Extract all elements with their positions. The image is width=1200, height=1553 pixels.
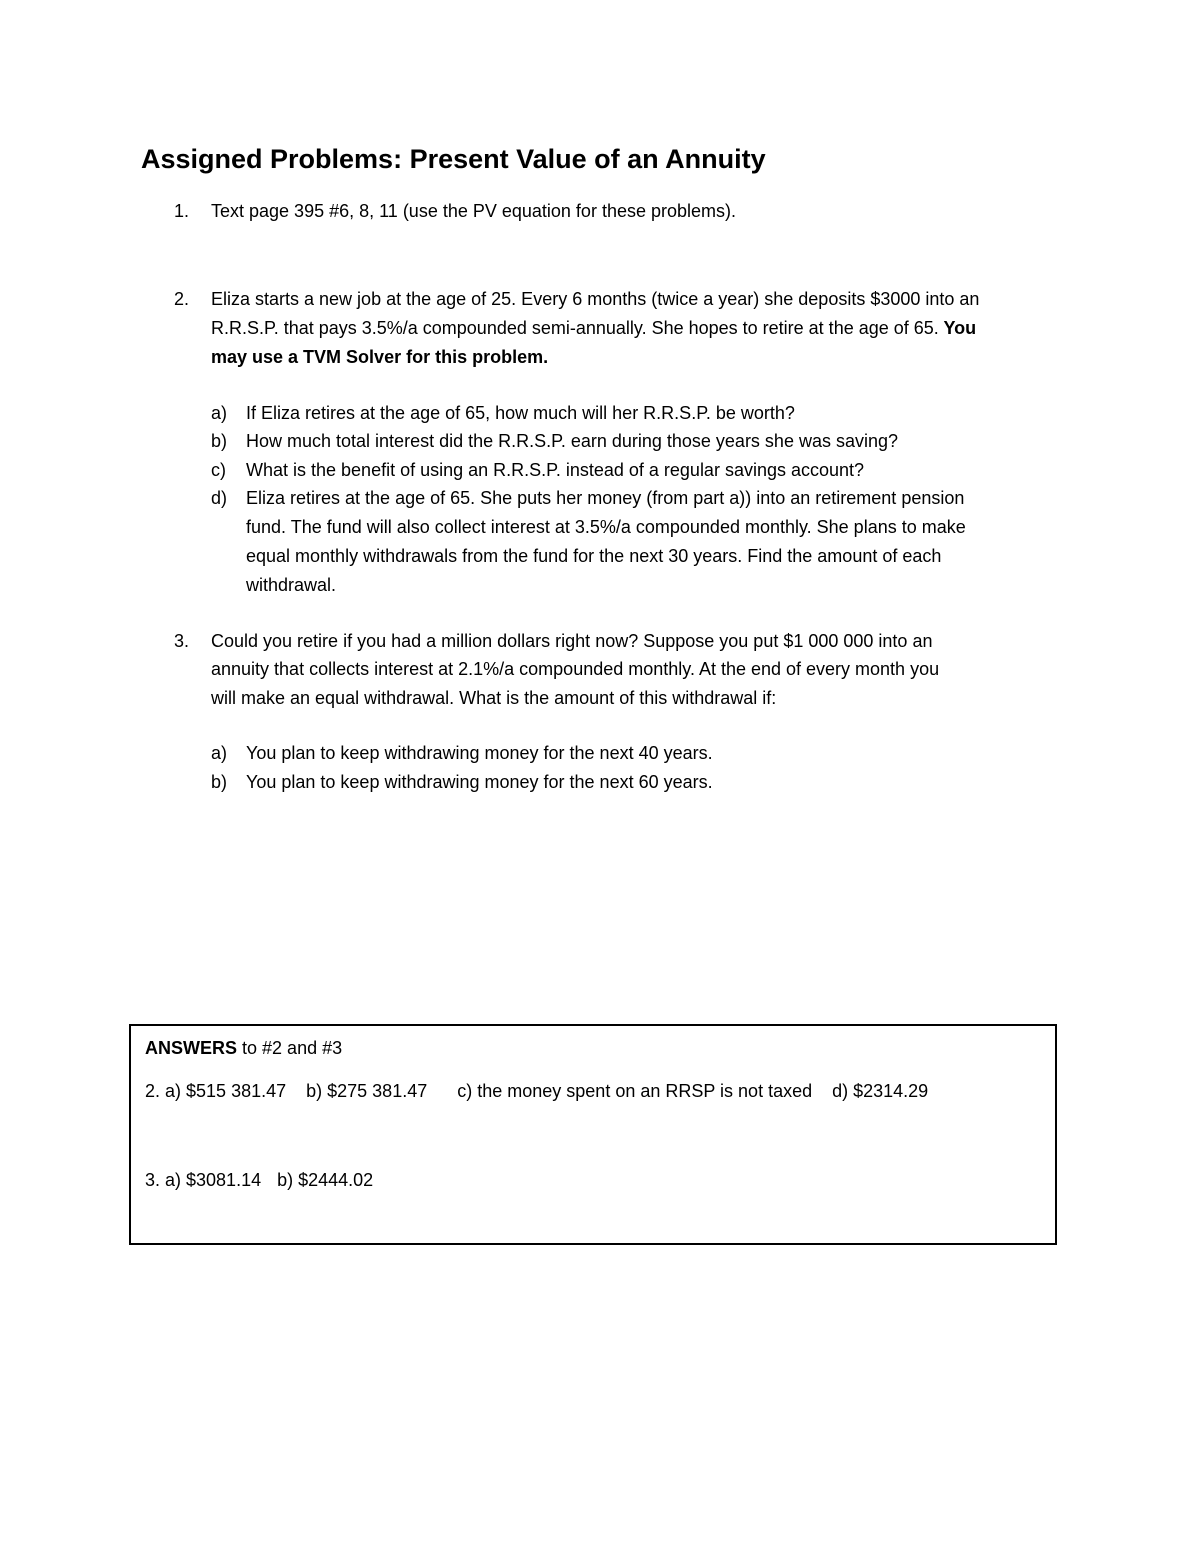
problem-2-number: 2. <box>174 289 190 309</box>
answers-box <box>129 1024 1057 1245</box>
answers-line-3 <box>145 1170 373 1191</box>
problem-2b-letter: b) <box>211 431 228 451</box>
answers-heading-rest: to #2 and #3 <box>237 1038 343 1058</box>
problem-2d-line-3: equal monthly withdrawals from the fund for the next 30 years. Find the amount of each <box>246 546 942 566</box>
problem-2-line-2-plain: R.R.S.P. that pays 3.5%/a compounded semi-annually. She hopes to retire at the age of 65. <box>211 318 939 338</box>
problem-3-line-2: annuity that collects interest at 2.1%/a compounded monthly. At the end of every month you <box>211 659 940 679</box>
problem-2c-text: What is the benefit of using an R.R.S.P. instead of a regular savings account? <box>246 460 865 480</box>
problem-2-line-2 <box>211 318 976 339</box>
problem-2d-line-1: Eliza retires at the age of 65. She puts her money (from part a)) into an retirement pension <box>246 488 965 508</box>
answer-3b: b) $2444.02 <box>277 1170 374 1190</box>
answer-3a: 3. a) $3081.14 <box>145 1170 262 1190</box>
problem-2-tvm-note: may use a TVM Solver for this problem. <box>211 347 549 367</box>
problem-2d-line-4: withdrawal. <box>246 575 337 595</box>
problem-2b-text: How much total interest did the R.R.S.P. earn during those years she was saving? <box>246 431 899 451</box>
problem-2c-letter: c) <box>211 460 226 480</box>
problem-2-line-2-bold: You <box>938 318 977 338</box>
answer-2c: c) the money spent on an RRSP is not taxed <box>457 1081 813 1101</box>
problem-3b-letter: b) <box>211 772 228 792</box>
problem-3-number: 3. <box>174 631 190 651</box>
problem-3a-text: You plan to keep withdrawing money for the next 40 years. <box>246 743 713 763</box>
problem-3-line-3: will make an equal withdrawal. What is the amount of this withdrawal if: <box>211 688 777 708</box>
problem-2d-line-2: fund. The fund will also collect interest at 3.5%/a compounded monthly. She plans to make <box>246 517 966 537</box>
answers-line-2 <box>145 1081 928 1102</box>
problem-1-number: 1. <box>174 201 190 221</box>
page-title: Assigned Problems: Present Value of an Annuity <box>141 144 766 174</box>
answer-2b: b) $275 381.47 <box>306 1081 428 1101</box>
problem-2d-letter: d) <box>211 488 228 508</box>
answer-2a: 2. a) $515 381.47 <box>145 1081 287 1101</box>
problem-3-line-1: Could you retire if you had a million dollars right now? Suppose you put $1 000 000 into an <box>211 631 933 651</box>
answer-2d: d) $2314.29 <box>832 1081 929 1101</box>
problem-2-line-1: Eliza starts a new job at the age of 25. Every 6 months (twice a year) she deposits $3000 into an <box>211 289 980 309</box>
problem-3b-text: You plan to keep withdrawing money for the next 60 years. <box>246 772 713 792</box>
problem-2a-letter: a) <box>211 403 228 423</box>
problem-3a-letter: a) <box>211 743 228 763</box>
problem-2-line-3 <box>211 347 548 368</box>
answers-heading <box>145 1038 342 1059</box>
problem-2a-text: If Eliza retires at the age of 65, how much will her R.R.S.P. be worth? <box>246 403 795 423</box>
answers-heading-bold: ANSWERS <box>145 1038 238 1058</box>
problem-1-text: Text page 395 #6, 8, 11 (use the PV equation for these problems). <box>211 201 736 221</box>
